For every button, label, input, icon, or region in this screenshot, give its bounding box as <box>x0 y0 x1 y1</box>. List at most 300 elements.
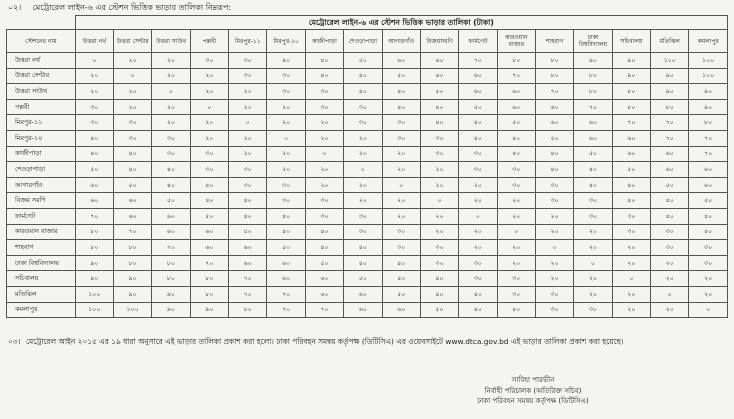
fare-cell: ৪০ <box>75 130 113 146</box>
fare-cell: ২০ <box>344 146 382 162</box>
fare-cell: ৮০ <box>114 255 152 271</box>
fare-cell: ৪০ <box>574 162 612 178</box>
table-row <box>7 224 728 240</box>
fare-cell: ৭০ <box>574 99 612 115</box>
fare-cell: ৮০ <box>152 271 190 287</box>
fare-cell: ২০ <box>305 130 343 146</box>
fare-cell: ০ <box>459 208 497 224</box>
fare-cell: ১০০ <box>114 302 152 318</box>
fare-cell: ৭০ <box>535 84 573 100</box>
fare-cell: ৬০ <box>190 224 228 240</box>
fare-cell: ৪০ <box>267 53 305 69</box>
fare-cell: ৫০ <box>651 177 689 193</box>
fare-cell: ৯০ <box>574 53 612 69</box>
fare-cell: ৩০ <box>420 146 458 162</box>
table-row <box>7 162 728 178</box>
fare-cell: ৫০ <box>574 146 612 162</box>
fare-cell: ৪০ <box>651 208 689 224</box>
fare-cell: ৫০ <box>420 84 458 100</box>
fare-cell: ৬০ <box>114 208 152 224</box>
fare-cell: ৯০ <box>75 255 113 271</box>
fare-cell: ৩০ <box>574 193 612 209</box>
fare-cell: ৬০ <box>420 68 458 84</box>
note-paragraph <box>8 335 726 348</box>
fare-cell: ৩০ <box>459 271 497 287</box>
fare-cell: ৭০ <box>305 302 343 318</box>
fare-cell: ৩০ <box>382 224 420 240</box>
fare-cell: ৪০ <box>459 130 497 146</box>
station-name-cell: সচিবালয় <box>7 271 76 287</box>
fare-cell: ২০ <box>305 162 343 178</box>
column-header: ঢাকা বিশ্ববিদ্যালয় <box>574 30 612 53</box>
fare-cell: ৬০ <box>305 271 343 287</box>
fare-cell: ২০ <box>229 99 267 115</box>
fare-cell: ২০ <box>612 255 650 271</box>
fare-cell: ২০ <box>75 84 113 100</box>
station-name-cell: উত্তরা সাউথ <box>7 84 76 100</box>
fare-cell: ২০ <box>612 302 650 318</box>
fare-cell: ৭০ <box>152 240 190 256</box>
fare-cell: ৭০ <box>75 208 113 224</box>
fare-cell: ৩০ <box>267 193 305 209</box>
fare-cell: ০ <box>497 224 535 240</box>
fare-cell: ৪০ <box>420 115 458 131</box>
column-header: কাজীপাড়া <box>305 30 343 53</box>
fare-cell: ৩০ <box>420 255 458 271</box>
fare-cell: ৬০ <box>152 224 190 240</box>
fare-cell: ৯০ <box>152 286 190 302</box>
fare-cell: ৪০ <box>612 177 650 193</box>
station-name-cell: বিজয় সরণি <box>7 193 76 209</box>
fare-cell: ৭০ <box>651 115 689 131</box>
table-row <box>7 193 728 209</box>
column-header: আগারগাঁও <box>382 30 420 53</box>
fare-cell: ৪০ <box>305 68 343 84</box>
station-name-cell: ঢাকা বিশ্ববিদ্যালয় <box>7 255 76 271</box>
fare-cell: ২০ <box>229 130 267 146</box>
fare-cell: ৯০ <box>190 302 228 318</box>
station-header: স্টেশনের নাম <box>7 30 76 53</box>
fare-cell: ২০ <box>382 162 420 178</box>
fare-cell: ২০ <box>382 146 420 162</box>
fare-cell: ৬০ <box>497 99 535 115</box>
fare-cell: ৪০ <box>382 99 420 115</box>
fare-cell: ৮০ <box>651 99 689 115</box>
fare-cell: ৭০ <box>651 130 689 146</box>
fare-cell: ৪০ <box>152 162 190 178</box>
fare-cell: ৩০ <box>267 84 305 100</box>
fare-cell: ২০ <box>190 130 228 146</box>
fare-cell: ৪০ <box>382 271 420 287</box>
signature-block <box>463 375 603 407</box>
fare-cell: ২০ <box>152 68 190 84</box>
fare-cell: ৪০ <box>497 130 535 146</box>
fare-cell: ২০ <box>114 99 152 115</box>
fare-cell: ৪০ <box>75 146 113 162</box>
fare-cell: ২০ <box>305 115 343 131</box>
fare-cell: ৬০ <box>75 193 113 209</box>
fare-cell: ০ <box>190 99 228 115</box>
fare-cell: ৭০ <box>497 68 535 84</box>
fare-cell: ৩০ <box>75 115 113 131</box>
fare-cell: ৭০ <box>612 115 650 131</box>
fare-cell: ৩০ <box>612 224 650 240</box>
fare-cell: ৩০ <box>382 240 420 256</box>
fare-cell: ১০০ <box>689 53 728 69</box>
fare-cell: ৪০ <box>114 162 152 178</box>
fare-cell: ৩০ <box>651 240 689 256</box>
fare-cell: ৫০ <box>612 162 650 178</box>
fare-cell: ৮০ <box>612 99 650 115</box>
fare-cell: ৮০ <box>190 271 228 287</box>
fare-cell: ৭০ <box>229 286 267 302</box>
fare-cell: ৪০ <box>459 115 497 131</box>
intro-text: মেট্রোরেল লাইন-৬ এর স্টেশন ভিত্তিক ভাড়ার তালিকা নিম্নরূপ: <box>32 3 232 12</box>
fare-cell: ৫০ <box>305 255 343 271</box>
fare-cell: ০ <box>267 130 305 146</box>
column-header: উত্তরা নর্থ <box>75 30 113 53</box>
table-title: মেট্রোরেল লাইন-৬ এর স্টেশন ভিত্তিক ভাড়ার তালিকা (টাকা) <box>75 16 727 30</box>
fare-cell: ২০ <box>344 193 382 209</box>
fare-cell: ২০ <box>535 224 573 240</box>
fare-cell: ৩০ <box>535 177 573 193</box>
fare-cell: ৩০ <box>75 99 113 115</box>
table-row <box>7 255 728 271</box>
table-row <box>7 99 728 115</box>
fare-cell: ৯০ <box>152 302 190 318</box>
fare-cell: ৮০ <box>612 84 650 100</box>
table-row <box>7 68 728 84</box>
fare-cell: ৯০ <box>612 53 650 69</box>
fare-cell: ২০ <box>152 115 190 131</box>
fare-cell: ৩০ <box>535 193 573 209</box>
table-row <box>7 84 728 100</box>
fare-cell: ৩০ <box>689 240 728 256</box>
station-name-cell: কমলাপুর <box>7 302 76 318</box>
fare-cell: ৪০ <box>420 286 458 302</box>
fare-cell: ২০ <box>574 240 612 256</box>
column-header: ফার্মগেট <box>459 30 497 53</box>
fare-cell: ৮০ <box>152 255 190 271</box>
table-row <box>7 302 728 318</box>
fare-cell: ৬০ <box>382 53 420 69</box>
fare-cell: ৩০ <box>114 115 152 131</box>
station-name-cell: উত্তরা সেন্টার <box>7 68 76 84</box>
fare-cell: ৩০ <box>229 177 267 193</box>
fare-cell: ৩০ <box>459 162 497 178</box>
fare-cell: ৭০ <box>267 302 305 318</box>
fare-cell: ৬০ <box>344 302 382 318</box>
fare-cell: ২০ <box>190 68 228 84</box>
fare-cell: ৩০ <box>651 224 689 240</box>
fare-cell: ২০ <box>651 271 689 287</box>
fare-cell: ২০ <box>651 255 689 271</box>
fare-cell: ৩০ <box>344 115 382 131</box>
fare-cell: ৩০ <box>305 84 343 100</box>
fare-cell: ৩০ <box>382 130 420 146</box>
fare-cell: ৪০ <box>344 84 382 100</box>
note-number: ০৩। <box>8 337 21 346</box>
fare-cell: ২০ <box>190 84 228 100</box>
fare-cell: ২০ <box>574 286 612 302</box>
fare-cell: ৫০ <box>382 68 420 84</box>
fare-cell: ৪০ <box>612 193 650 209</box>
station-name-cell: মিরপুর-১১ <box>7 115 76 131</box>
fare-cell: ৩০ <box>612 208 650 224</box>
fare-cell: ৬০ <box>689 177 728 193</box>
fare-cell: ৪০ <box>305 53 343 69</box>
fare-cell: ৬০ <box>229 240 267 256</box>
station-name-cell: পল্লবী <box>7 99 76 115</box>
fare-cell: ২০ <box>459 240 497 256</box>
fare-cell: ৬০ <box>612 146 650 162</box>
fare-cell: ২০ <box>267 146 305 162</box>
fare-cell: ৩০ <box>190 146 228 162</box>
fare-cell: ৬০ <box>574 115 612 131</box>
fare-cell: ২০ <box>459 224 497 240</box>
table-row <box>7 115 728 131</box>
fare-cell: ৯০ <box>689 84 728 100</box>
station-name-cell: শেওড়াপাড়া <box>7 162 76 178</box>
fare-cell: ৭০ <box>459 53 497 69</box>
fare-cell: ২০ <box>114 84 152 100</box>
fare-cell: ৪০ <box>420 271 458 287</box>
fare-cell: ৯০ <box>114 271 152 287</box>
fare-cell: ৩০ <box>497 162 535 178</box>
fare-cell: ০ <box>114 68 152 84</box>
fare-cell: ২০ <box>75 68 113 84</box>
fare-cell: ৩০ <box>114 130 152 146</box>
fare-cell: ৩০ <box>497 286 535 302</box>
table-row <box>7 130 728 146</box>
fare-cell: ৩০ <box>267 68 305 84</box>
fare-cell: ৬০ <box>267 271 305 287</box>
fare-cell: ৭০ <box>190 255 228 271</box>
fare-cell: ৩০ <box>497 271 535 287</box>
station-name-cell: মতিঝিল <box>7 286 76 302</box>
fare-cell: ৮০ <box>689 115 728 131</box>
fare-cell: ৬০ <box>535 99 573 115</box>
station-name-cell: কাজীপাড়া <box>7 146 76 162</box>
fare-cell: ৭০ <box>267 286 305 302</box>
fare-cell: ৩০ <box>574 208 612 224</box>
fare-cell: ৪০ <box>382 84 420 100</box>
fare-cell: ৮০ <box>75 224 113 240</box>
fare-cell: ২০ <box>344 130 382 146</box>
fare-cell: ৬০ <box>305 286 343 302</box>
table-row <box>7 240 728 256</box>
fare-cell: ৩০ <box>190 162 228 178</box>
fare-cell: ৩০ <box>190 53 228 69</box>
fare-cell: ৪০ <box>344 255 382 271</box>
station-name-cell: ফার্মগেট <box>7 208 76 224</box>
fare-cell: ০ <box>75 53 113 69</box>
fare-cell: ৫০ <box>344 271 382 287</box>
fare-cell: ৩০ <box>344 224 382 240</box>
fare-cell: ৩০ <box>229 68 267 84</box>
column-header: মতিঝিল <box>651 30 689 53</box>
column-header: কমলাপুর <box>689 30 728 53</box>
fare-cell: ০ <box>689 302 728 318</box>
fare-cell: ৫০ <box>459 99 497 115</box>
fare-cell: ৭০ <box>689 146 728 162</box>
fare-cell: ৮০ <box>497 53 535 69</box>
fare-cell: ২০ <box>382 208 420 224</box>
fare-cell: ৬০ <box>152 208 190 224</box>
fare-cell: ৬০ <box>75 177 113 193</box>
fare-cell: ৩০ <box>535 286 573 302</box>
fare-cell: ৬০ <box>114 193 152 209</box>
intro-line <box>8 2 728 14</box>
fare-cell: ৬০ <box>651 162 689 178</box>
station-name-cell: শাহবাগ <box>7 240 76 256</box>
note-text: মেট্রোরেল আইন ২০১৫ এর ১৯ ধারা অনুসারে এই ভাড়ার তালিকা প্রকাশ করা হলো। ঢাকা পরিবহন সমন্বয় কর্তৃপক্ষ (ডিটিসিএ) এর ওয়েবসাইটে www.dtca.gov.bd এই ভাড়ার তালিকা প্রকাশ করা হয়েছে। <box>26 337 624 346</box>
fare-cell: ১০০ <box>689 68 728 84</box>
fare-cell: ২০ <box>612 240 650 256</box>
fare-cell: ৬০ <box>190 240 228 256</box>
fare-cell: ২০ <box>420 224 458 240</box>
fare-cell: ৩০ <box>267 177 305 193</box>
fare-cell: ৪০ <box>535 146 573 162</box>
fare-cell: ৯০ <box>75 271 113 287</box>
fare-cell: ৬০ <box>229 255 267 271</box>
fare-cell: ৩০ <box>574 302 612 318</box>
fare-cell: ৪০ <box>229 208 267 224</box>
fare-cell: ৩০ <box>229 53 267 69</box>
fare-cell: ১০০ <box>651 53 689 69</box>
fare-cell: ৩০ <box>152 130 190 146</box>
fare-cell: ৪০ <box>190 193 228 209</box>
column-header: মিরপুর-১১ <box>229 30 267 53</box>
table-row <box>7 53 728 69</box>
column-header: মিরপুর-১০ <box>267 30 305 53</box>
fare-cell: ৫০ <box>497 115 535 131</box>
fare-cell: ৯০ <box>114 286 152 302</box>
fare-cell: ১০০ <box>75 302 113 318</box>
fare-cell: ২০ <box>305 177 343 193</box>
fare-cell: ০ <box>651 286 689 302</box>
fare-cell: ২০ <box>190 115 228 131</box>
fare-cell: ২০ <box>152 53 190 69</box>
table-row <box>7 208 728 224</box>
fare-cell: ৬০ <box>344 286 382 302</box>
fare-cell: ২০ <box>459 193 497 209</box>
title-blank-cell <box>7 16 76 30</box>
fare-cell: ৪০ <box>689 208 728 224</box>
fare-cell: ২০ <box>535 255 573 271</box>
fare-cell: ২০ <box>497 240 535 256</box>
fare-cell: ৪০ <box>574 177 612 193</box>
station-name-cell: কারওয়ান বাজার <box>7 224 76 240</box>
fare-cell: ৬০ <box>651 146 689 162</box>
fare-cell: ০ <box>229 115 267 131</box>
table-header-row <box>7 30 728 53</box>
fare-cell: ৪০ <box>267 208 305 224</box>
fare-cell: ৬০ <box>689 162 728 178</box>
fare-cell: ৬০ <box>459 84 497 100</box>
fare-cell: ২০ <box>114 53 152 69</box>
fare-cell: ৩০ <box>689 255 728 271</box>
signatory-organization: ঢাকা পরিবহন সমন্বয় কর্তৃপক্ষ (ডিটিসিএ) <box>477 397 589 405</box>
fare-cell: ২০ <box>382 193 420 209</box>
fare-cell: ৮০ <box>114 240 152 256</box>
fare-cell: ২০ <box>344 177 382 193</box>
fare-cell: ৮০ <box>535 53 573 69</box>
fare-cell: ৩০ <box>497 177 535 193</box>
fare-cell: ৮০ <box>535 68 573 84</box>
fare-cell: ৫০ <box>229 224 267 240</box>
fare-cell: ২০ <box>497 208 535 224</box>
station-name-cell: উত্তরা নর্থ <box>7 53 76 69</box>
fare-cell: ৫০ <box>535 130 573 146</box>
fare-cell: ২০ <box>689 271 728 287</box>
fare-cell: ০ <box>612 271 650 287</box>
fare-cell: ৩০ <box>305 193 343 209</box>
fare-cell: ২০ <box>689 286 728 302</box>
fare-table <box>6 15 728 318</box>
fare-cell: ২০ <box>535 208 573 224</box>
fare-cell: ৪০ <box>535 162 573 178</box>
fare-cell: ৪০ <box>459 286 497 302</box>
station-name-cell: মিরপুর-১০ <box>7 130 76 146</box>
fare-cell: ৫০ <box>75 162 113 178</box>
signatory-name: সাবিহা পারভীন <box>511 376 555 384</box>
fare-cell: ৫০ <box>420 302 458 318</box>
fare-cell: ২০ <box>229 146 267 162</box>
table-row <box>7 177 728 193</box>
fare-cell: ৮০ <box>574 68 612 84</box>
fare-cell: ৪০ <box>344 68 382 84</box>
signatory-designation: নির্বাহী পরিচালক (অতিরিক্ত সচিব) <box>484 386 582 395</box>
fare-cell: ৩০ <box>344 99 382 115</box>
fare-cell: ৩০ <box>459 146 497 162</box>
fare-cell: ৩০ <box>344 208 382 224</box>
fare-cell: ৫০ <box>190 208 228 224</box>
column-header: সচিবালয় <box>612 30 650 53</box>
table-row <box>7 146 728 162</box>
fare-cell: ৪০ <box>267 224 305 240</box>
fare-cell: ৩০ <box>420 130 458 146</box>
fare-cell: ২০ <box>574 271 612 287</box>
fare-cell: ৪০ <box>305 224 343 240</box>
fare-cell: ৩০ <box>420 240 458 256</box>
fare-cell: ৩০ <box>305 208 343 224</box>
fare-cell: ৫০ <box>689 193 728 209</box>
fare-cell: ২০ <box>497 193 535 209</box>
fare-cell: ১০০ <box>75 286 113 302</box>
table-row <box>7 286 728 302</box>
fare-cell: ৪০ <box>114 146 152 162</box>
fare-cell: ৯০ <box>689 99 728 115</box>
fare-cell: ৪০ <box>459 302 497 318</box>
fare-cell: ০ <box>344 162 382 178</box>
fare-cell: ৪০ <box>689 224 728 240</box>
fare-cell: ৯০ <box>612 68 650 84</box>
fare-cell: ৮০ <box>574 84 612 100</box>
fare-cell: ৪০ <box>152 177 190 193</box>
column-header: কারওয়ান বাজার <box>497 30 535 53</box>
fare-cell: ৭০ <box>114 224 152 240</box>
fare-cell: ৫০ <box>382 286 420 302</box>
fare-cell: ৮০ <box>75 240 113 256</box>
fare-cell: ৩০ <box>305 99 343 115</box>
fare-cell: ২০ <box>612 286 650 302</box>
fare-cell: ৯০ <box>651 68 689 84</box>
column-header: উত্তরা সেন্টার <box>114 30 152 53</box>
fare-cell: ৫০ <box>114 177 152 193</box>
fare-cell: ৬০ <box>267 255 305 271</box>
fare-cell: ০ <box>305 146 343 162</box>
